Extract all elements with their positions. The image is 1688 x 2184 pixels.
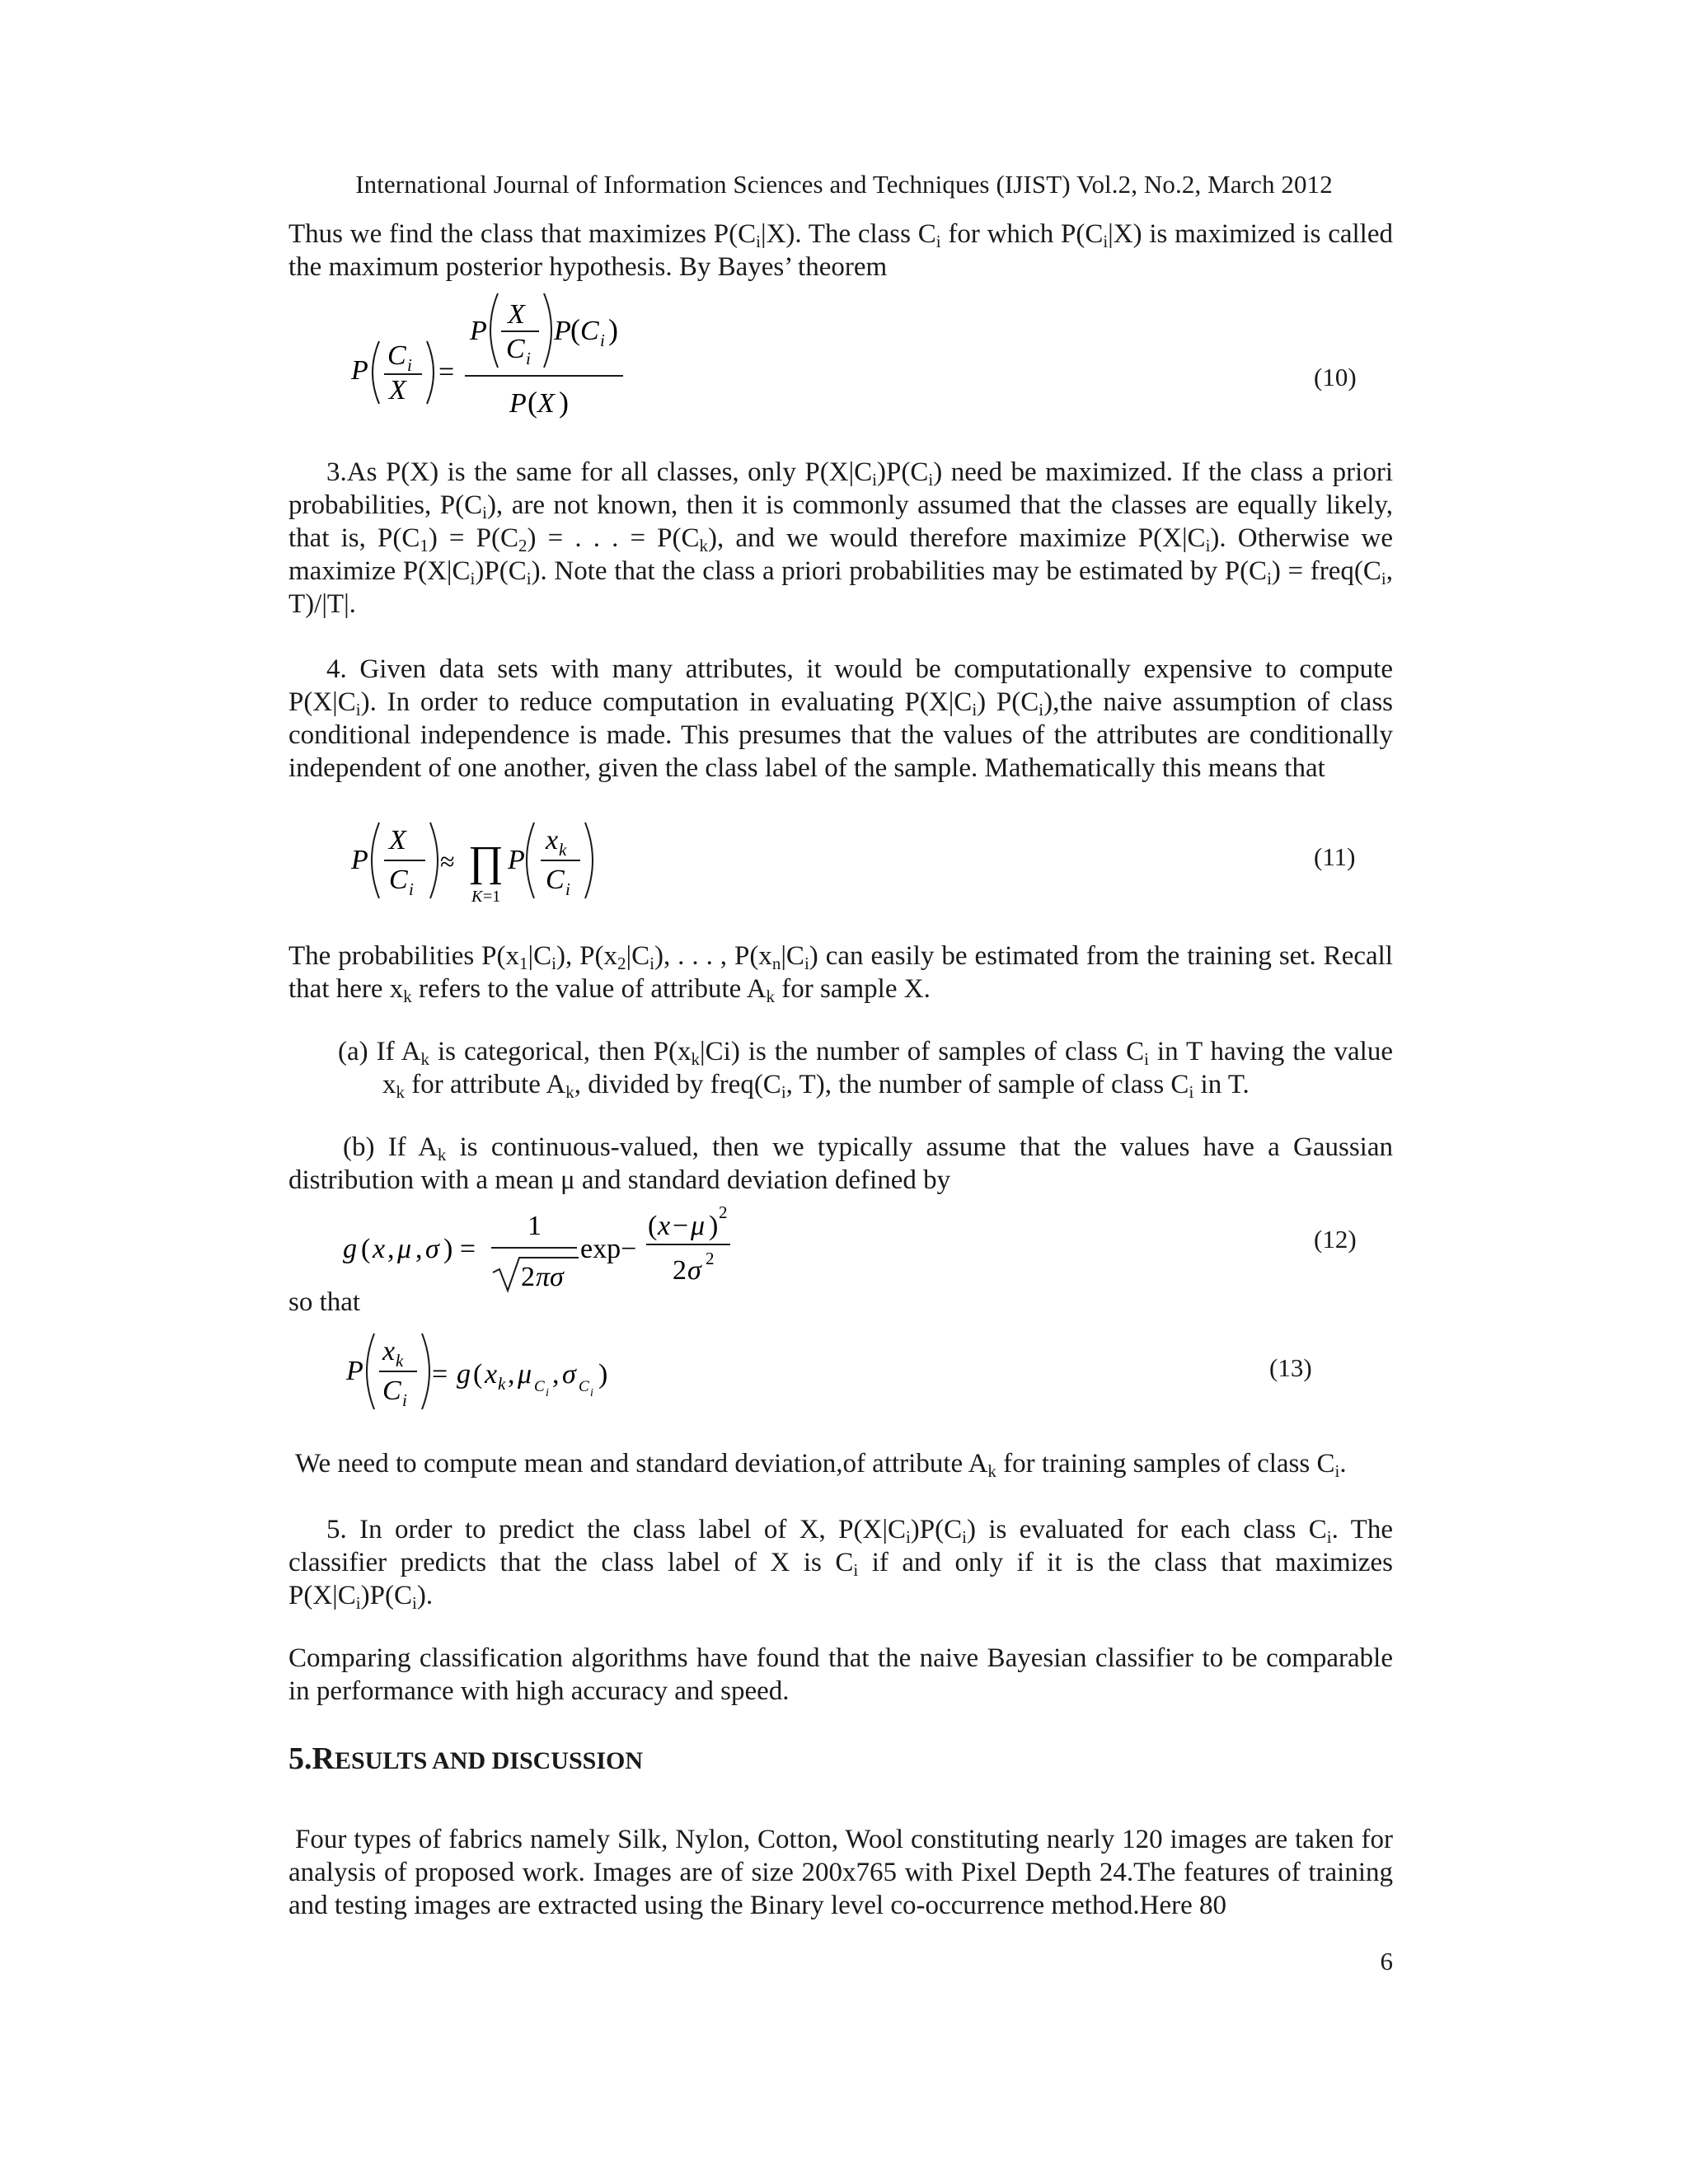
svg-text:K: K — [471, 888, 483, 906]
svg-text:g: g — [343, 1234, 357, 1264]
svg-text:C: C — [546, 865, 565, 895]
svg-text:g: g — [457, 1359, 471, 1390]
text-so-that: so that — [288, 1287, 361, 1317]
svg-text:σ: σ — [687, 1255, 701, 1286]
svg-text:1: 1 — [528, 1211, 542, 1241]
equation-10-number: (10) — [1314, 363, 1357, 391]
svg-text:P: P — [351, 355, 368, 386]
svg-text:C: C — [579, 1378, 589, 1395]
svg-text:i: i — [546, 1387, 549, 1399]
equation-13-number: (13) — [1269, 1353, 1312, 1382]
svg-text:,: , — [552, 1359, 560, 1390]
equation-13-formula — [346, 1324, 676, 1422]
svg-text:P: P — [554, 316, 571, 346]
svg-text:k: k — [396, 1351, 404, 1371]
svg-text:X: X — [537, 388, 555, 419]
svg-text:exp−: exp− — [580, 1234, 637, 1264]
paragraph-6: We need to compute mean and standard deviation,of attribute $A_k$ for training samples of class $C_i$. — [295, 1449, 1347, 1481]
svg-text:C: C — [387, 340, 406, 371]
paragraph-bayes-intro: Thus we find the class that maximizes $P(C_i|X)$. The class $C_i$ for which $P(C_i|X)$ is maximized is called the maximum posterior hypothesis. By Bayes’ theorem — [288, 219, 1393, 282]
section-heading: 5.RESULTS AND DISCUSSION — [288, 1741, 644, 1776]
svg-text:i: i — [407, 355, 412, 375]
svg-text:(: ( — [361, 1234, 371, 1264]
svg-text:2: 2 — [673, 1255, 687, 1286]
svg-text:(: ( — [528, 386, 537, 419]
paragraph-8: Comparing classification algorithms have found that the naive Bayesian classifier to be comparable in performance with high accuracy and speed. — [288, 1643, 1393, 1706]
equation-10 — [346, 287, 643, 431]
svg-text:i: i — [409, 879, 414, 899]
svg-text:X: X — [508, 299, 525, 330]
svg-text:k: k — [498, 1374, 506, 1394]
list-item-b: (b) If $A_k$ is continuous-valued, then we typically assume that the values have a Gaussian distribution with a mean μ and standard deviation defined by — [288, 1132, 1393, 1195]
svg-text:πσ: πσ — [536, 1262, 564, 1292]
svg-text:C: C — [382, 1376, 401, 1406]
svg-text:C: C — [534, 1378, 545, 1395]
paragraph-3: 3.As P(X) is the same for all classes, only $P(X|C_i)P(C_i)$ need be maximized. If the class a priori probabilities, $P(C_i)$, are not known, then it is commonly assumed that the classes are equally likely, that is, $P(C_1) = P(C_2)$ = . . . = $P(C_k)$, and we would therefore maximize $P(X|C_i)$. Otherwise we maximize $P(X|C_i)P(C_i)$. Note that the class a priori probabilities may be estimated by $P(C_i)$ = $freq(C_i$, T)/|T|. — [288, 457, 1393, 619]
svg-text:=: = — [438, 357, 455, 387]
svg-text:σ: σ — [562, 1359, 576, 1390]
svg-text:i: i — [565, 879, 570, 899]
svg-text:i: i — [526, 349, 531, 368]
svg-text:μ: μ — [518, 1359, 532, 1390]
svg-text:x: x — [373, 1234, 386, 1264]
svg-text:x: x — [658, 1211, 671, 1241]
svg-text:2: 2 — [706, 1249, 715, 1268]
equation-11-formula — [346, 814, 610, 913]
svg-text:i: i — [600, 330, 605, 350]
paragraph-4: 4. Given data sets with many attributes, it would be computationally expensive to compute $P(X|C_i)$. In order to reduce computation in evaluating $P(X|C_i)$ $P(C_i),the$ naive assumption of class conditional independence is made. This presumes that the values of the attributes are conditionally independent of one another, given the class label of the sample. Mathematically this means that — [288, 654, 1394, 783]
svg-text:σ: σ — [425, 1234, 439, 1264]
svg-text:x: x — [485, 1359, 498, 1390]
list-item-a: (a) If $A_k$ is categorical, then $P(x_k|Ci)$ is the number of samples of class $C_i$ in T having the value $x_k$ for attribute $A_k$, divided by $freq(C_i$, T), the number of sample of class $C_i$ in T. — [338, 1037, 1393, 1102]
svg-text:): ) — [559, 386, 569, 419]
equation-13 — [346, 1324, 676, 1427]
svg-text:μ: μ — [397, 1234, 412, 1264]
svg-text:=1: =1 — [483, 888, 501, 906]
svg-text:P: P — [470, 316, 487, 346]
svg-text:,: , — [415, 1234, 423, 1264]
svg-text:(: ( — [473, 1359, 483, 1390]
paragraph-5: The probabilities $P(x_1|C_i)$, $P(x_2|C_i)$, . . . , $P(x_n|C_i)$ can easily be estimated from the training set. Recall that here $x_k$ refers to the value of attribute $A_k$ for sample X. — [288, 941, 1393, 1006]
svg-text:2: 2 — [521, 1262, 535, 1292]
svg-text:P: P — [509, 388, 527, 419]
svg-text:C: C — [580, 316, 599, 346]
svg-text:C: C — [506, 334, 525, 364]
equation-12-formula — [338, 1200, 767, 1299]
svg-text:): ) — [608, 313, 618, 346]
svg-text:−: − — [673, 1211, 689, 1241]
svg-text:(: ( — [570, 313, 580, 346]
equation-11-number: (11) — [1314, 842, 1356, 871]
svg-text:P: P — [346, 1356, 363, 1386]
svg-text:k: k — [559, 840, 567, 860]
svg-text:,: , — [508, 1359, 515, 1390]
svg-text:∏: ∏ — [468, 838, 504, 885]
equation-10-formula — [346, 287, 643, 427]
svg-text:i: i — [402, 1390, 407, 1410]
svg-text:=: = — [432, 1359, 448, 1390]
svg-text:μ: μ — [691, 1211, 706, 1241]
svg-text:X: X — [389, 825, 406, 855]
svg-text:) =: ) = — [443, 1234, 476, 1264]
svg-text:C: C — [389, 865, 408, 895]
running-header: International Journal of Information Sciences and Techniques (IJIST) Vol.2, No.2, March 2012 — [355, 170, 1333, 199]
equation-12-number: (12) — [1314, 1225, 1357, 1254]
svg-text:≈: ≈ — [440, 846, 455, 876]
paragraph-9: Four types of fabrics namely Silk, Nylon, Cotton, Wool constituting nearly 120 images are taken for analysis of proposed work. Images are of size 200x765 with Pixel Depth 24.The features of training and testing images are extracted using the Binary level co-occurrence method.Here 80 — [288, 1825, 1393, 1920]
paragraph-7: 5. In order to predict the class label of X, $P(X|C_i)P(C_i)$ is evaluated for each class $C_i$. The classifier predicts that the class label of X is $C_i$ if and only if it is the class that maximizes $P(X|C_i)P(C_i)$. — [288, 1515, 1393, 1613]
svg-text:(: ( — [648, 1211, 658, 1241]
page-number: 6 — [1380, 1947, 1393, 1975]
svg-text:P: P — [351, 845, 368, 875]
svg-text:2: 2 — [719, 1202, 728, 1222]
svg-text:): ) — [598, 1359, 608, 1390]
svg-text:,: , — [387, 1234, 395, 1264]
equation-11 — [346, 814, 610, 917]
svg-text:X: X — [389, 375, 406, 405]
svg-text:x: x — [546, 825, 559, 855]
svg-text:x: x — [382, 1336, 396, 1366]
svg-text:): ) — [709, 1211, 719, 1241]
svg-text:P: P — [508, 845, 525, 875]
svg-text:i: i — [590, 1387, 593, 1399]
